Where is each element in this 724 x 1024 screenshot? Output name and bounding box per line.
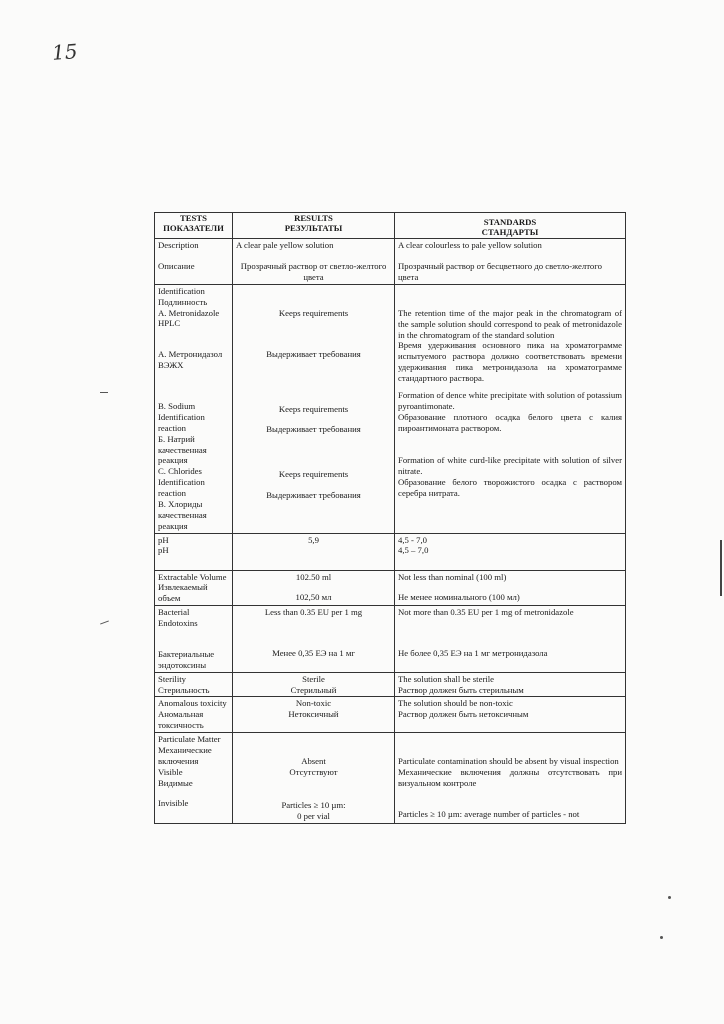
- test-name-en: Bacterial Endotoxins: [158, 607, 198, 628]
- result-value: 5,9: [308, 534, 319, 545]
- header-tests-ru: ПОКАЗАТЕЛИ: [163, 222, 224, 233]
- result-ru: 102,50 мл: [295, 592, 332, 603]
- visible-result-ru: Отсутствуют: [289, 766, 338, 777]
- result-a-en: Keeps requirements: [278, 307, 349, 318]
- result-cell: [233, 570, 395, 606]
- subtest-c-en: C. Chlorides Identification reaction: [158, 466, 205, 498]
- table-row: [155, 606, 626, 673]
- visible-standard-en: Particulate contamination should be absent by visual inspection: [398, 756, 619, 766]
- header-tests-en: TESTS: [179, 213, 208, 223]
- standard-en: The solution shall be sterile: [398, 673, 495, 684]
- test-name-ru: Бактериальные эндотоксины: [158, 648, 215, 670]
- test-cell: [155, 570, 233, 606]
- test-cell: [155, 533, 233, 570]
- visible-label-en: Visible: [158, 766, 183, 777]
- standard-en: Not less than nominal (100 ml): [398, 571, 507, 582]
- result-c-en: Keeps requirements: [278, 469, 349, 480]
- standard-en: Not more than 0.35 EU per 1 mg of metronidazole: [398, 607, 574, 618]
- test-name-ru: pH: [158, 545, 169, 556]
- subtest-b-en: B. Sodium Identification reaction: [158, 401, 205, 433]
- standard-cell: [395, 533, 626, 570]
- invisible-result-line-1: Particles ≥ 10 µm:: [281, 799, 346, 810]
- result-ru: Менее 0,35 ЕЭ на 1 мг: [272, 648, 355, 658]
- certificate-table: [154, 212, 626, 824]
- standard-ru: Не менее номинального (100 мл): [398, 592, 520, 603]
- header-results: [233, 213, 395, 239]
- standard-en: The solution should be non-toxic: [398, 698, 513, 709]
- result-cell: [233, 733, 395, 824]
- test-name-en: Description: [158, 240, 199, 251]
- result-en: A clear pale yellow solution: [236, 240, 334, 251]
- test-name-ru: Механические включения: [158, 744, 212, 766]
- scan-mark: [100, 392, 108, 393]
- standard-ru: 4,5 – 7,0: [398, 545, 429, 556]
- table-row: [155, 672, 626, 697]
- test-name-ru: Извлекаемый объем: [158, 582, 208, 604]
- test-cell: [155, 606, 233, 673]
- result-cell: [233, 606, 395, 673]
- result-a-ru: Выдерживает требования: [266, 348, 361, 359]
- standard-cell: [395, 570, 626, 606]
- standard-ru: Прозрачный раствор от бесцветного до светло-желтого цвета: [398, 261, 602, 282]
- header-results-en: RESULTS: [294, 213, 333, 223]
- subtest-a-en: A. Metronidazole HPLC: [158, 307, 220, 329]
- test-cell: [155, 672, 233, 697]
- table-header-row: [155, 213, 626, 239]
- standard-ru: Раствор должен быть нетоксичным: [398, 709, 529, 720]
- standard-c-ru: Образование белого творожистого осадка с раствором серебра нитрата.: [398, 477, 622, 498]
- table-row: [155, 733, 626, 824]
- result-ru: Стерильный: [290, 684, 337, 695]
- test-name-en: Sterility: [158, 673, 186, 684]
- result-b-en: Keeps requirements: [278, 403, 349, 414]
- standard-c-en: Formation of white curd-like precipitate with solution of silver nitrate.: [398, 455, 622, 477]
- test-name-ru: Аномальная токсичность: [158, 709, 204, 731]
- standard-cell: [395, 733, 626, 824]
- result-c-ru: Выдерживает требования: [266, 490, 361, 501]
- scan-mark: [100, 620, 109, 624]
- scan-mark: [668, 896, 671, 899]
- page-number: 15: [51, 39, 79, 65]
- test-name-en: pH: [158, 534, 169, 545]
- result-cell: [233, 697, 395, 733]
- standard-cell: [395, 284, 626, 533]
- result-cell: [233, 284, 395, 533]
- standard-a-en: The retention time of the major peak in the chromatogram of the sample solution should correspond to peak of metronidazole in the chromatogram of the standard solution: [398, 307, 622, 340]
- result-ru: Прозрачный раствор от светло-желтого цвета: [240, 261, 387, 282]
- table-row: [155, 570, 626, 606]
- test-name-en: Extractable Volume: [158, 571, 227, 582]
- invisible-result-line-2: 0 per vial: [297, 810, 330, 821]
- table-row: [155, 697, 626, 733]
- invisible-label: Invisible: [158, 798, 189, 809]
- test-name-en: Particulate Matter: [158, 734, 221, 744]
- visible-result-en: Absent: [301, 756, 326, 766]
- header-tests: [155, 213, 233, 239]
- test-cell: [155, 697, 233, 733]
- result-cell: [233, 672, 395, 697]
- subtest-b-ru: Б. Натрий качественная реакция: [158, 433, 207, 466]
- table-row: [155, 284, 626, 533]
- header-standards-ru: СТАНДАРТЫ: [481, 226, 539, 237]
- table-row: [155, 239, 626, 285]
- standard-b-ru: Образование плотного осадка белого цвета с калия пироантимоната раствором.: [398, 411, 622, 433]
- table-row: [155, 533, 626, 570]
- standard-en: A clear colourless to pale yellow solution: [398, 240, 542, 251]
- test-name-ru: Стерильность: [158, 684, 210, 695]
- standard-b-en: Formation of dence white precipitate with solution of potassium pyroantimonate.: [398, 389, 622, 411]
- visible-label-ru: Видимые: [158, 777, 193, 788]
- test-name-en: Anomalous toxicity: [158, 698, 227, 709]
- standard-ru: Не более 0,35 ЕЭ на 1 мг метронидазола: [398, 648, 548, 658]
- result-ru: Нетоксичный: [288, 709, 339, 720]
- result-en: Sterile: [302, 673, 325, 684]
- invisible-standard: Particles ≥ 10 µm: average number of particles - not: [398, 808, 580, 819]
- standard-cell: [395, 239, 626, 285]
- test-cell: [155, 733, 233, 824]
- result-en: Less than 0.35 EU per 1 mg: [264, 607, 363, 618]
- header-standards: [395, 213, 626, 239]
- result-cell: [233, 533, 395, 570]
- standard-en: 4,5 - 7,0: [398, 534, 427, 545]
- standard-cell: [395, 672, 626, 697]
- test-cell: [155, 239, 233, 285]
- test-cell: [155, 284, 233, 533]
- test-name-ru: Подлинность: [158, 296, 208, 307]
- result-en: Non-toxic: [295, 698, 332, 709]
- standard-a-ru: Время удерживания основного пика на хроматограмме испытуемого раствора должно соответствовать времени удерживания пика метронидазола на хроматограмме стандартного раствора.: [398, 340, 622, 383]
- visible-standard-ru: Механические включения должны отсутствовать при визуальном контроле: [398, 766, 622, 788]
- test-name-en: Identification: [158, 285, 205, 296]
- scan-edge: [720, 540, 722, 596]
- subtest-a-ru: А. Метронидазол ВЭЖХ: [158, 349, 223, 371]
- result-b-ru: Выдерживает требования: [266, 424, 361, 435]
- standard-cell: [395, 606, 626, 673]
- scan-mark: [660, 936, 663, 939]
- standard-ru: Раствор должен быть стерильным: [398, 684, 524, 695]
- subtest-c-ru: В. Хлориды качественная реакция: [158, 498, 207, 531]
- result-en: 102.50 ml: [295, 571, 332, 582]
- test-name-ru: Описание: [158, 261, 195, 271]
- header-standards-en: STANDARDS: [483, 217, 537, 227]
- header-results-ru: РЕЗУЛЬТАТЫ: [284, 222, 343, 233]
- standard-cell: [395, 697, 626, 733]
- result-cell: [233, 239, 395, 285]
